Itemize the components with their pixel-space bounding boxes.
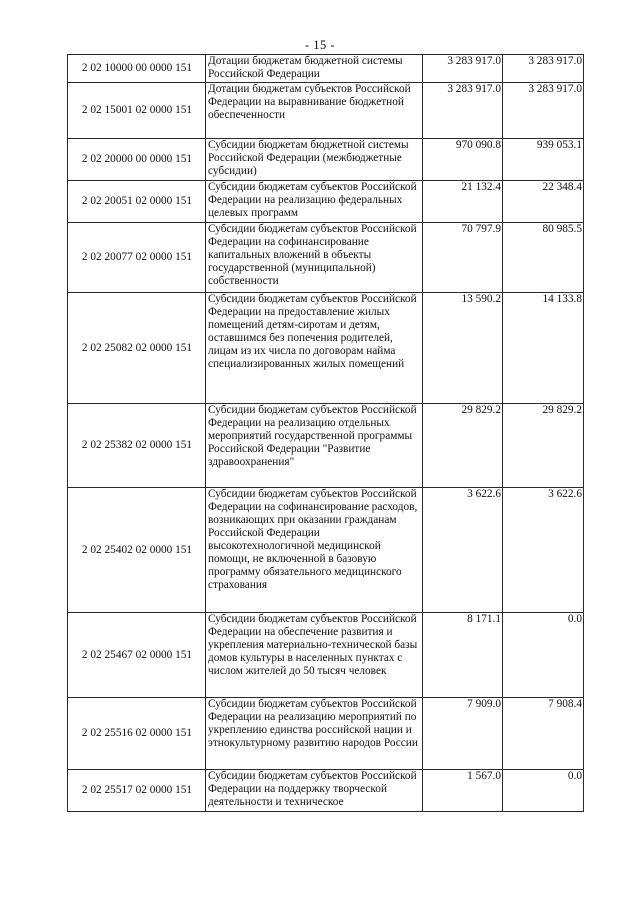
- description-cell: Субсидии бюджетам бюджетной системы Российской Федерации (межбюджетные субсидии): [206, 139, 423, 181]
- description-cell: Субсидии бюджетам субъектов Российской Федерации на поддержку творческой деятельности и техническое: [206, 770, 423, 812]
- description-cell: Субсидии бюджетам субъектов Российской Федерации на софинансирование капитальных вложений в объекты государственной (муниципальной) собственности: [206, 223, 423, 293]
- table-row: [68, 404, 584, 488]
- description-cell: Субсидии бюджетам субъектов Российской Федерации на софинансирование расходов, возникающих при оказании гражданам Российской Федерации высокотехнологичной медицинской помощи, не включенной в базовую программу обязательного медицинского страхования: [206, 488, 423, 613]
- description-cell: Дотации бюджетам субъектов Российской Федерации на выравнивание бюджетной обеспеченности: [206, 83, 423, 139]
- amount-cell-1: 70 797.9: [423, 223, 503, 293]
- page-number: - 15 -: [304, 38, 336, 52]
- table-row: [68, 139, 584, 181]
- description-cell: Субсидии бюджетам субъектов Российской Федерации на реализацию федеральных целевых программ: [206, 181, 423, 223]
- table-row: [68, 613, 584, 698]
- description-cell: Субсидии бюджетам субъектов Российской Федерации на предоставление жилых помещений детям-сиротам и детям, оставшимся без попечения родителей, лицам из их числа по договорам найма специализированных жилых помещений: [206, 293, 423, 404]
- amount-cell-1: 21 132.4: [423, 181, 503, 223]
- budget-code-cell: 2 02 25382 02 0000 151: [68, 404, 206, 488]
- amount-cell-1: 13 590.2: [423, 293, 503, 404]
- table-row: [68, 698, 584, 770]
- table-row: [68, 770, 584, 812]
- description-cell: Субсидии бюджетам субъектов Российской Федерации на реализацию мероприятий по укреплению единства российской нации и этнокультурному развитию народов России: [206, 698, 423, 770]
- amount-cell-2: 80 985.5: [503, 223, 584, 293]
- amount-cell-2: 3 283 917.0: [503, 83, 584, 139]
- amount-cell-1: 8 171.1: [423, 613, 503, 698]
- description-cell: Субсидии бюджетам субъектов Российской Федерации на реализацию отдельных мероприятий государственной программы Российской Федерации "Развитие здравоохранения": [206, 404, 423, 488]
- amount-cell-1: 3 622.6: [423, 488, 503, 613]
- amount-cell-2: 22 348.4: [503, 181, 584, 223]
- amount-cell-1: 3 283 917.0: [423, 83, 503, 139]
- amount-cell-1: 7 909.0: [423, 698, 503, 770]
- budget-code-cell: 2 02 20077 02 0000 151: [68, 223, 206, 293]
- budget-code-cell: 2 02 20051 02 0000 151: [68, 181, 206, 223]
- amount-cell-2: 14 133.8: [503, 293, 584, 404]
- budget-code-cell: 2 02 25402 02 0000 151: [68, 488, 206, 613]
- amount-cell-1: 3 283 917.0: [423, 55, 503, 83]
- table-row: [68, 223, 584, 293]
- budget-code-cell: 2 02 20000 00 0000 151: [68, 139, 206, 181]
- budget-code-cell: 2 02 25082 02 0000 151: [68, 293, 206, 404]
- amount-cell-2: 3 622.6: [503, 488, 584, 613]
- budget-code-cell: 2 02 25517 02 0000 151: [68, 770, 206, 812]
- amount-cell-2: 3 283 917.0: [503, 55, 584, 83]
- amount-cell-2: 7 908.4: [503, 698, 584, 770]
- table-row: [68, 181, 584, 223]
- budget-code-cell: 2 02 25516 02 0000 151: [68, 698, 206, 770]
- budget-code-cell: 2 02 10000 00 0000 151: [68, 55, 206, 83]
- table-row: [68, 55, 584, 83]
- budget-revenue-table: [67, 54, 584, 812]
- table-row: [68, 488, 584, 613]
- amount-cell-2: 0.0: [503, 613, 584, 698]
- amount-cell-1: 1 567.0: [423, 770, 503, 812]
- description-cell: Субсидии бюджетам субъектов Российской Федерации на обеспечение развития и укрепления материально-технической базы домов культуры в населенных пунктах с числом жителей до 50 тысяч человек: [206, 613, 423, 698]
- amount-cell-2: 939 053.1: [503, 139, 584, 181]
- description-cell: Дотации бюджетам бюджетной системы Российской Федерации: [206, 55, 423, 83]
- table-row: [68, 293, 584, 404]
- budget-code-cell: 2 02 15001 02 0000 151: [68, 83, 206, 139]
- table-row: [68, 83, 584, 139]
- amount-cell-2: 0.0: [503, 770, 584, 812]
- amount-cell-2: 29 829.2: [503, 404, 584, 488]
- amount-cell-1: 970 090.8: [423, 139, 503, 181]
- budget-code-cell: 2 02 25467 02 0000 151: [68, 613, 206, 698]
- amount-cell-1: 29 829.2: [423, 404, 503, 488]
